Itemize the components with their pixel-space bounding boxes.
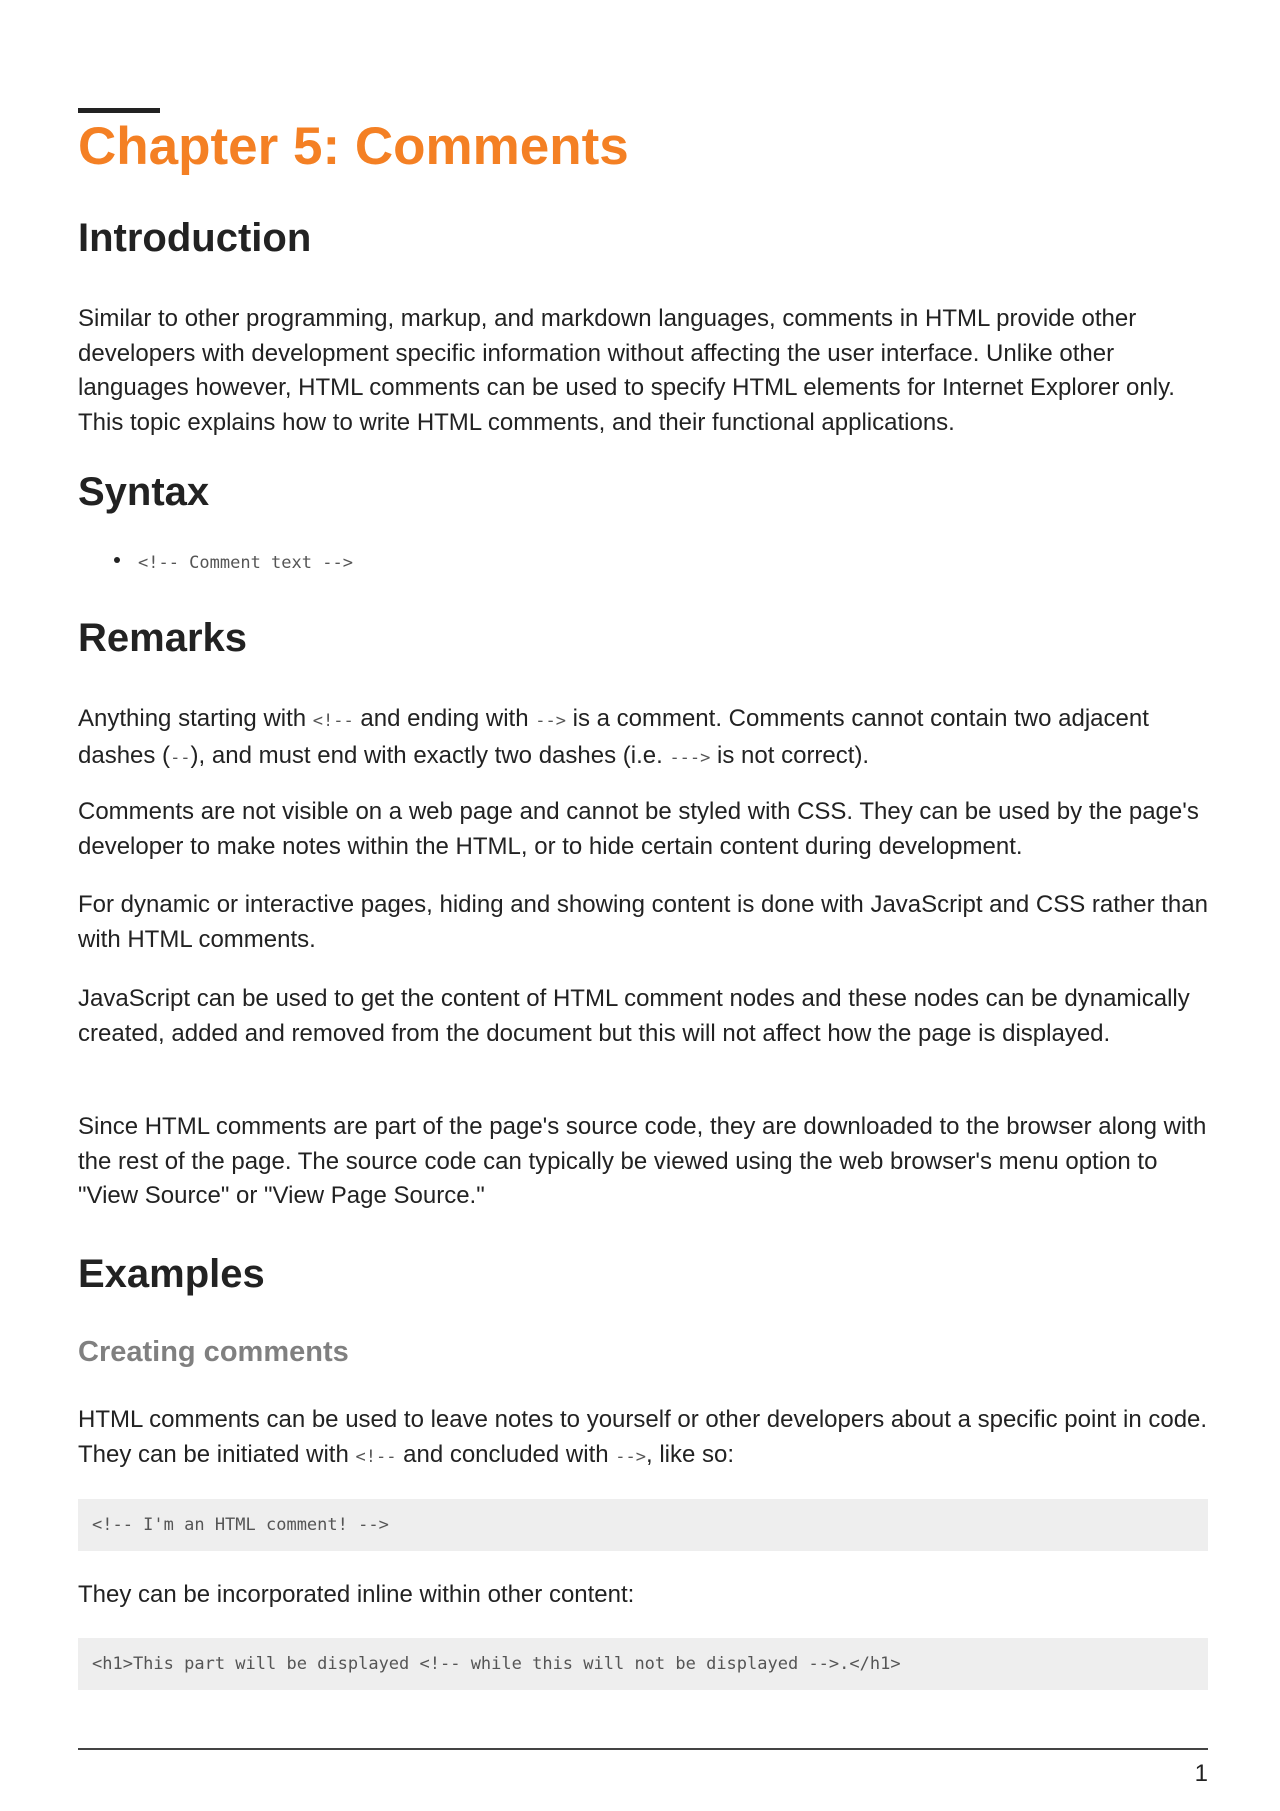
- syntax-code: <!-- Comment text -->: [138, 553, 353, 573]
- syntax-list-item: [114, 553, 353, 573]
- chapter-rule: [78, 108, 160, 113]
- examples-paragraph-1: HTML comments can be used to leave notes to yourself or other developers about a specific point in code. They can be initiated with <!-- and concluded with -->, like so:: [78, 1406, 1208, 1468]
- remarks-paragraph-4: JavaScript can be used to get the content of HTML comment nodes and these nodes can be dynamically created, added and removed from the document but this will not affect how the page is displayed.: [78, 985, 1190, 1047]
- page-number: 1: [1194, 1760, 1208, 1787]
- inline-code: -->: [615, 1446, 646, 1467]
- syntax-heading: Syntax: [78, 470, 210, 514]
- examples-paragraph-2: They can be incorporated inline within other content:: [78, 1581, 635, 1608]
- introduction-heading: Introduction: [78, 216, 312, 260]
- bullet-icon: [114, 557, 120, 563]
- inline-code: --: [170, 747, 191, 768]
- remarks-paragraph-3: For dynamic or interactive pages, hiding and showing content is done with JavaScript and CSS rather than with HTML comments.: [78, 891, 1208, 953]
- inline-code: <!--: [312, 711, 354, 731]
- inline-code: <!--: [355, 1446, 397, 1467]
- inline-code: -->: [535, 711, 566, 731]
- chapter-title: Chapter 5: Comments: [78, 117, 629, 176]
- examples-heading: Examples: [78, 1252, 265, 1296]
- code-block-comment: <!-- I'm an HTML comment! -->: [78, 1499, 1208, 1551]
- code-block-inline: <h1>This part will be displayed <!-- while this will not be displayed -->.</h1>: [78, 1638, 1208, 1690]
- remarks-paragraph-5: Since HTML comments are part of the page's source code, they are downloaded to the browser along with the rest of the page. The source code can typically be viewed using the web browser's menu option to "View Source" or "View Page Source.": [78, 1113, 1207, 1209]
- creating-comments-heading: Creating comments: [78, 1336, 349, 1368]
- inline-code: --->: [669, 747, 711, 768]
- remarks-heading: Remarks: [78, 616, 248, 660]
- remarks-paragraph-2: Comments are not visible on a web page and cannot be styled with CSS. They can be used by the page's developer to make notes within the HTML, or to hide certain content during development.: [78, 798, 1199, 860]
- footer-rule: [78, 1748, 1208, 1750]
- remarks-paragraph-1: Anything starting with <!-- and ending with --> is a comment. Comments cannot contain two adjacent dashes (--), and must end with exactly two dashes (i.e. ---> is not correct).: [78, 705, 1149, 769]
- introduction-paragraph: Similar to other programming, markup, and markdown languages, comments in HTML provide other developers with development specific information without affecting the user interface. Unlike other languages however, HTML comments can be used to specify HTML elements for Internet Explorer only. This topic explains how to write HTML comments, and their functional applications.: [78, 305, 1175, 436]
